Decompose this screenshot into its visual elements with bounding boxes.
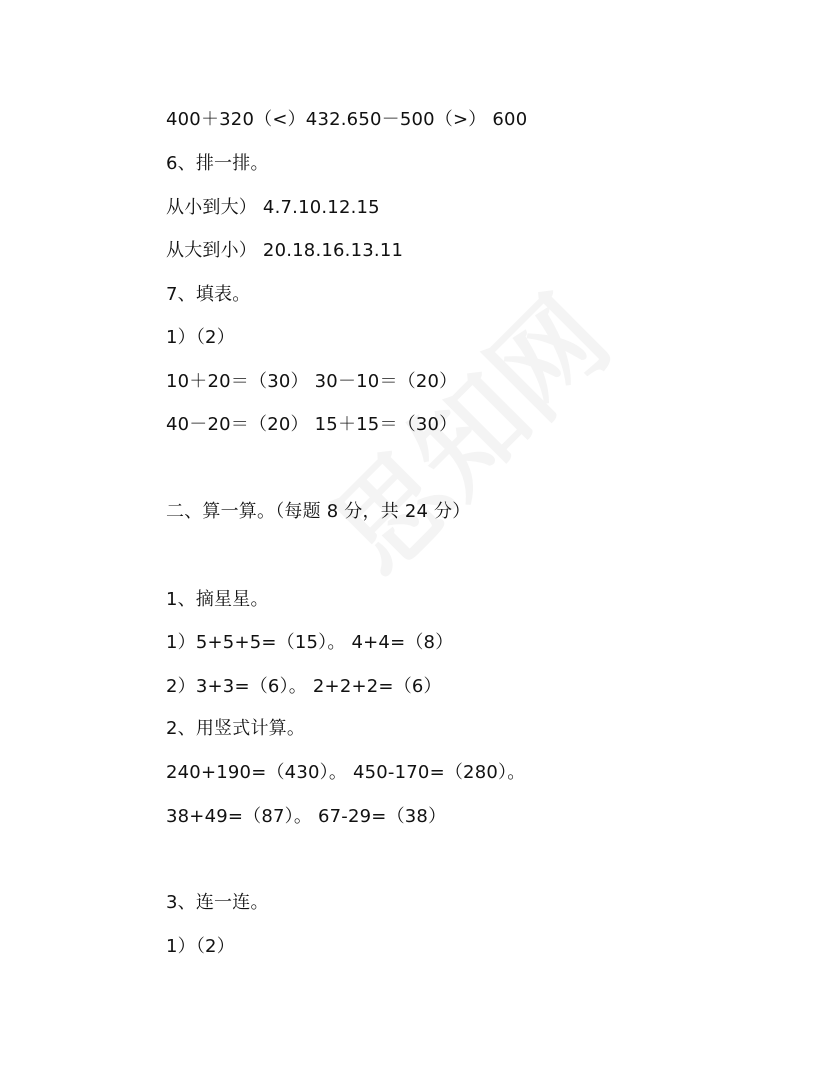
table-answer-line-2: 40－20＝（20） 15＋15＝（30） [166,414,458,435]
table-answer-line-1: 10＋20＝（30） 30－10＝（20） [166,371,458,392]
descending-order-answer: 从大到小） 20.18.16.13.11 [166,240,404,261]
question-2-heading: 2、用竖式计算。 [166,718,306,739]
comparison-line: 400＋320（<）432.650－500（>） 600 [166,109,528,130]
question-1-heading: 1、摘星星。 [166,589,269,610]
ascending-order-answer: 从小到大） 4.7.10.12.15 [166,197,380,218]
vertical-calc-line-2: 38+49=（87）。 67-29=（38） [166,806,447,827]
star-answer-line-1: 1）5+5+5=（15）。 4+4=（8） [166,632,454,653]
question-7-heading: 7、填表。 [166,284,251,305]
question-3-heading: 3、连一连。 [166,892,269,913]
vertical-calc-line-1: 240+190=（430）。 450-170=（280）。 [166,762,526,783]
star-answer-line-2: 2）3+3=（6）。 2+2+2=（6） [166,676,442,697]
question-7-subparts: 1）（2） [166,327,235,348]
section-2-heading: 二、算一算。（每题 8 分，共 24 分） [166,501,471,522]
question-6-heading: 6、排一排。 [166,153,269,174]
question-3-subparts: 1）（2） [166,936,235,957]
